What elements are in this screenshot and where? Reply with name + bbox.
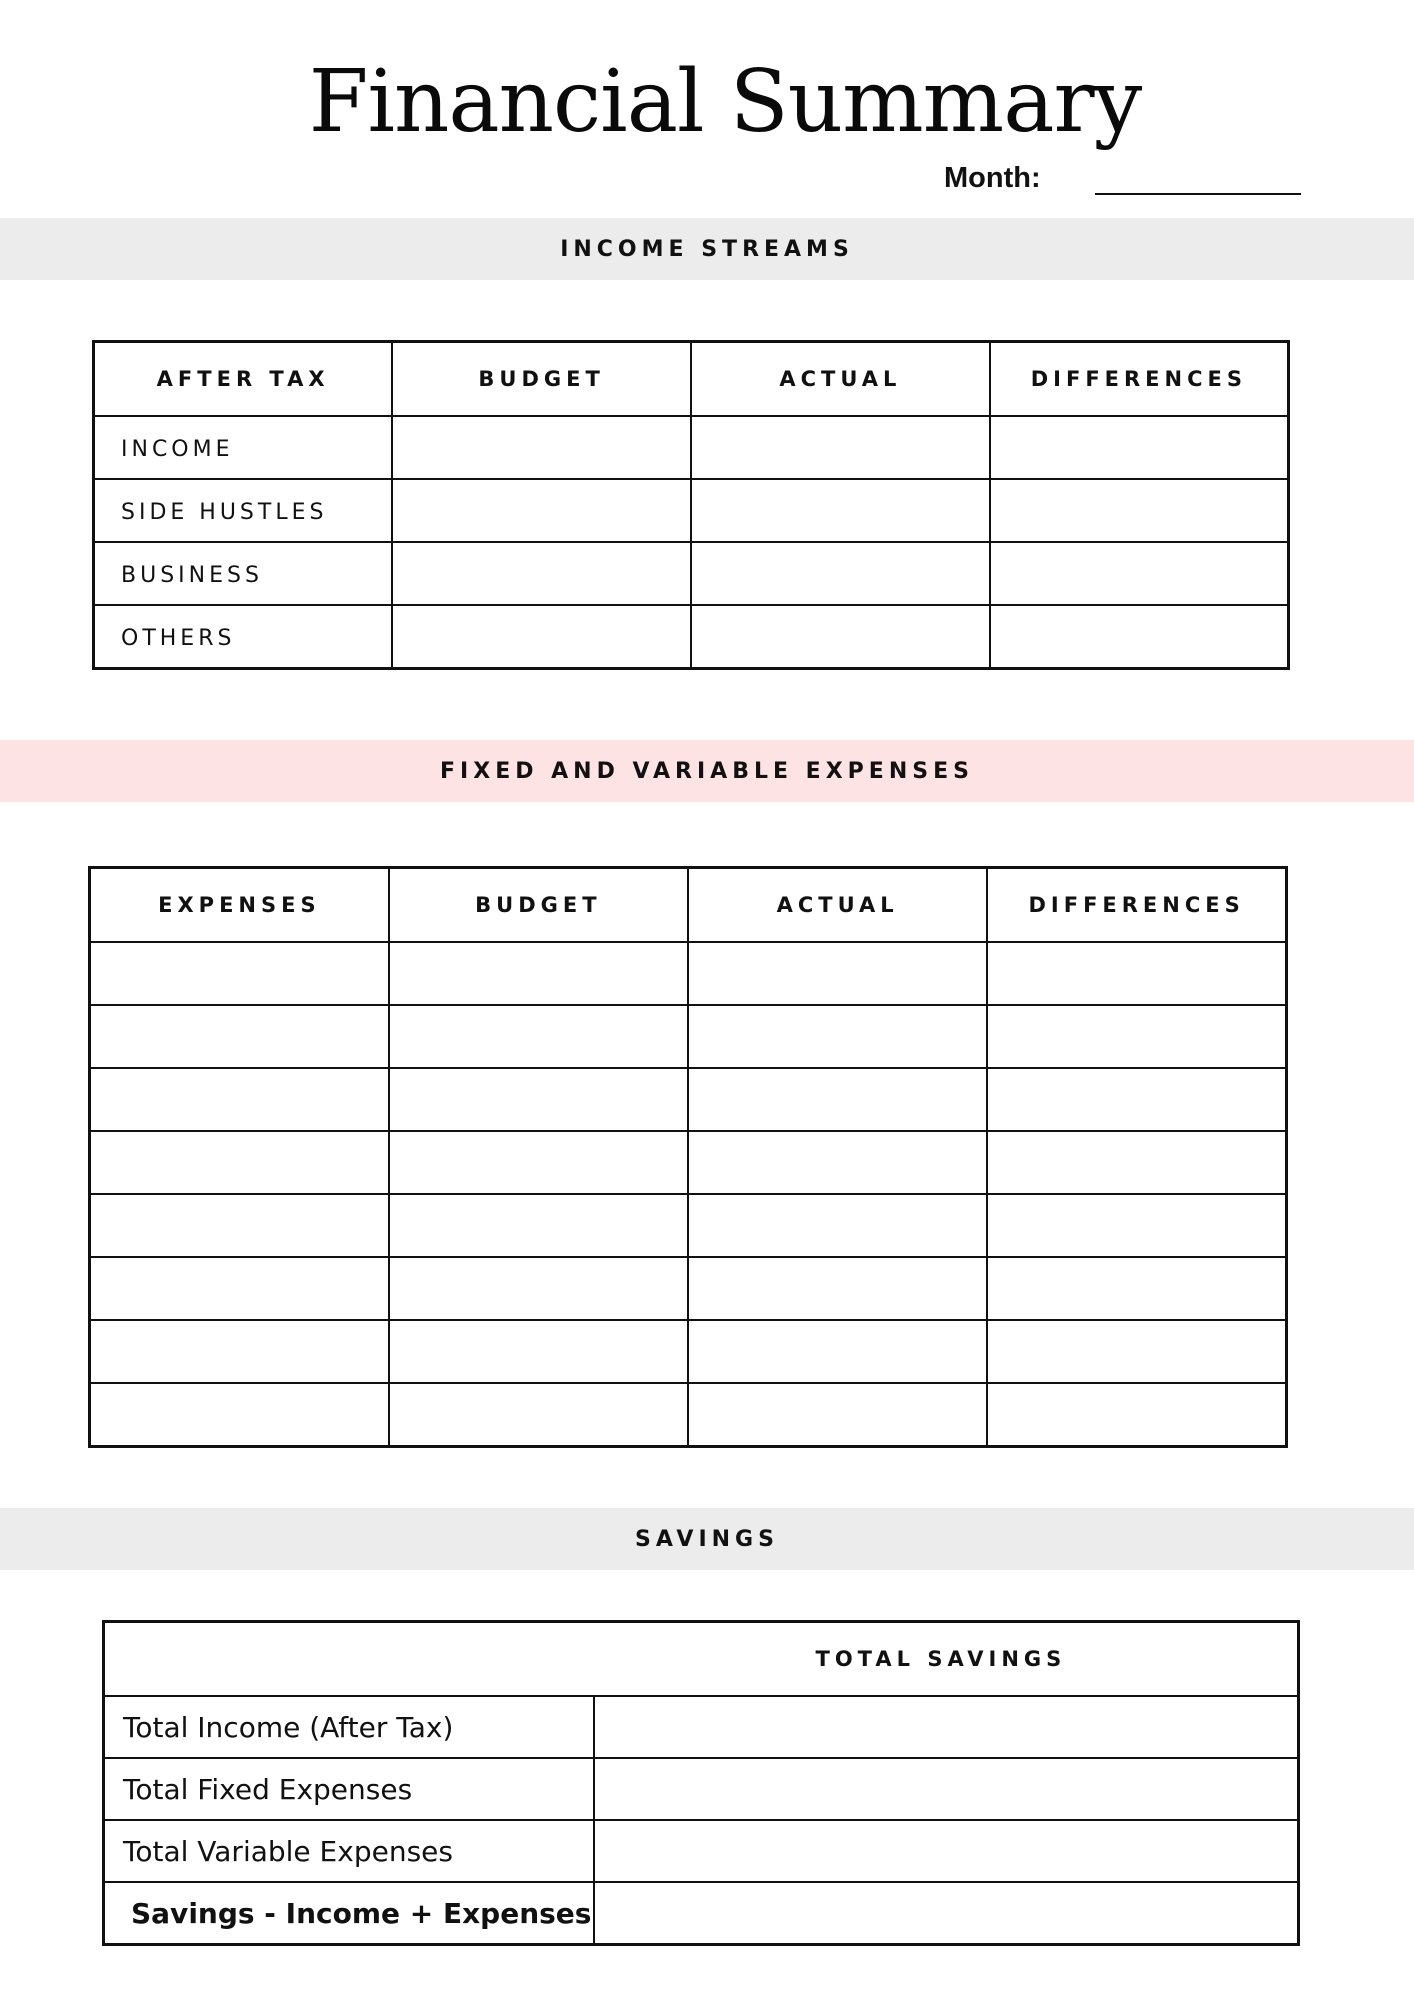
- row-label: SIDE HUSTLES: [94, 479, 393, 542]
- budget-cell[interactable]: [389, 1005, 688, 1068]
- table-row: [94, 479, 1289, 542]
- month-input-line[interactable]: [1095, 193, 1301, 195]
- budget-cell[interactable]: [389, 1257, 688, 1320]
- table-row: [104, 1882, 1299, 1945]
- column-header: TOTAL SAVINGS: [594, 1622, 1299, 1697]
- actual-cell[interactable]: [688, 942, 987, 1005]
- income-table: [92, 340, 1290, 670]
- actual-cell[interactable]: [688, 1320, 987, 1383]
- expense-cell[interactable]: [90, 1068, 389, 1131]
- budget-cell[interactable]: [392, 416, 691, 479]
- expense-rows: [90, 942, 1287, 1447]
- row-label: Total Income (After Tax): [104, 1696, 594, 1758]
- differences-cell[interactable]: [987, 942, 1286, 1005]
- total-savings-cell[interactable]: [594, 1758, 1299, 1820]
- row-label: INCOME: [94, 416, 393, 479]
- actual-cell[interactable]: [688, 1383, 987, 1447]
- column-header: EXPENSES: [90, 868, 389, 943]
- budget-cell[interactable]: [392, 479, 691, 542]
- income-header-row: [94, 342, 1289, 417]
- table-row: [104, 1820, 1299, 1882]
- total-savings-cell[interactable]: [594, 1820, 1299, 1882]
- table-row: [94, 542, 1289, 605]
- column-header: DIFFERENCES: [987, 868, 1286, 943]
- expense-cell[interactable]: [90, 1005, 389, 1068]
- month-label: Month:: [944, 162, 1041, 194]
- actual-cell[interactable]: [691, 542, 990, 605]
- budget-cell[interactable]: [389, 1131, 688, 1194]
- differences-cell[interactable]: [987, 1005, 1286, 1068]
- table-row: [104, 1696, 1299, 1758]
- expense-cell[interactable]: [90, 1320, 389, 1383]
- differences-cell[interactable]: [990, 542, 1289, 605]
- table-row: [94, 605, 1289, 669]
- table-row: [90, 1005, 1287, 1068]
- column-header: AFTER TAX: [94, 342, 393, 417]
- total-savings-cell[interactable]: [594, 1696, 1299, 1758]
- table-row: [90, 1320, 1287, 1383]
- actual-cell[interactable]: [688, 1068, 987, 1131]
- savings-heading: SAVINGS: [635, 1526, 779, 1552]
- expenses-heading: FIXED AND VARIABLE EXPENSES: [440, 758, 974, 784]
- income-streams-banner: [0, 218, 1414, 280]
- table-row: [90, 1257, 1287, 1320]
- row-label: Total Variable Expenses: [104, 1820, 594, 1882]
- actual-cell[interactable]: [688, 1131, 987, 1194]
- row-label: OTHERS: [94, 605, 393, 669]
- expense-table: [88, 866, 1288, 1448]
- budget-cell[interactable]: [389, 942, 688, 1005]
- actual-cell[interactable]: [691, 605, 990, 669]
- differences-cell[interactable]: [987, 1068, 1286, 1131]
- savings-banner: [0, 1508, 1414, 1570]
- budget-cell[interactable]: [389, 1320, 688, 1383]
- expense-cell[interactable]: [90, 942, 389, 1005]
- actual-cell[interactable]: [688, 1005, 987, 1068]
- savings-table: [102, 1620, 1300, 1946]
- differences-cell[interactable]: [987, 1320, 1286, 1383]
- table-row: [104, 1758, 1299, 1820]
- actual-cell[interactable]: [688, 1194, 987, 1257]
- table-row: [90, 942, 1287, 1005]
- column-header: ACTUAL: [691, 342, 990, 417]
- savings-header-row: [104, 1622, 1299, 1697]
- table-row: [90, 1131, 1287, 1194]
- row-label: Total Fixed Expenses: [104, 1758, 594, 1820]
- budget-cell[interactable]: [392, 542, 691, 605]
- differences-cell[interactable]: [987, 1383, 1286, 1447]
- expenses-banner: [0, 740, 1414, 802]
- column-header: BUDGET: [392, 342, 691, 417]
- differences-cell[interactable]: [990, 416, 1289, 479]
- budget-cell[interactable]: [392, 605, 691, 669]
- income-streams-heading: INCOME STREAMS: [560, 236, 854, 262]
- budget-cell[interactable]: [389, 1383, 688, 1447]
- expense-cell[interactable]: [90, 1194, 389, 1257]
- total-savings-cell[interactable]: [594, 1882, 1299, 1945]
- table-row: [90, 1383, 1287, 1447]
- differences-cell[interactable]: [987, 1194, 1286, 1257]
- actual-cell[interactable]: [691, 416, 990, 479]
- actual-cell[interactable]: [691, 479, 990, 542]
- differences-cell[interactable]: [990, 605, 1289, 669]
- row-label: BUSINESS: [94, 542, 393, 605]
- expense-header-row: [90, 868, 1287, 943]
- expense-cell[interactable]: [90, 1383, 389, 1447]
- table-row: [90, 1068, 1287, 1131]
- table-row: [90, 1194, 1287, 1257]
- column-header: DIFFERENCES: [990, 342, 1289, 417]
- row-label: Savings - Income + Expenses: [104, 1882, 594, 1945]
- column-header: ACTUAL: [688, 868, 987, 943]
- expense-cell[interactable]: [90, 1131, 389, 1194]
- budget-cell[interactable]: [389, 1068, 688, 1131]
- differences-cell[interactable]: [987, 1257, 1286, 1320]
- empty-header-cell: [104, 1622, 594, 1697]
- actual-cell[interactable]: [688, 1257, 987, 1320]
- table-row: [94, 416, 1289, 479]
- differences-cell[interactable]: [987, 1131, 1286, 1194]
- budget-cell[interactable]: [389, 1194, 688, 1257]
- differences-cell[interactable]: [990, 479, 1289, 542]
- page-title: Financial Summary: [308, 52, 1142, 152]
- column-header: BUDGET: [389, 868, 688, 943]
- expense-cell[interactable]: [90, 1257, 389, 1320]
